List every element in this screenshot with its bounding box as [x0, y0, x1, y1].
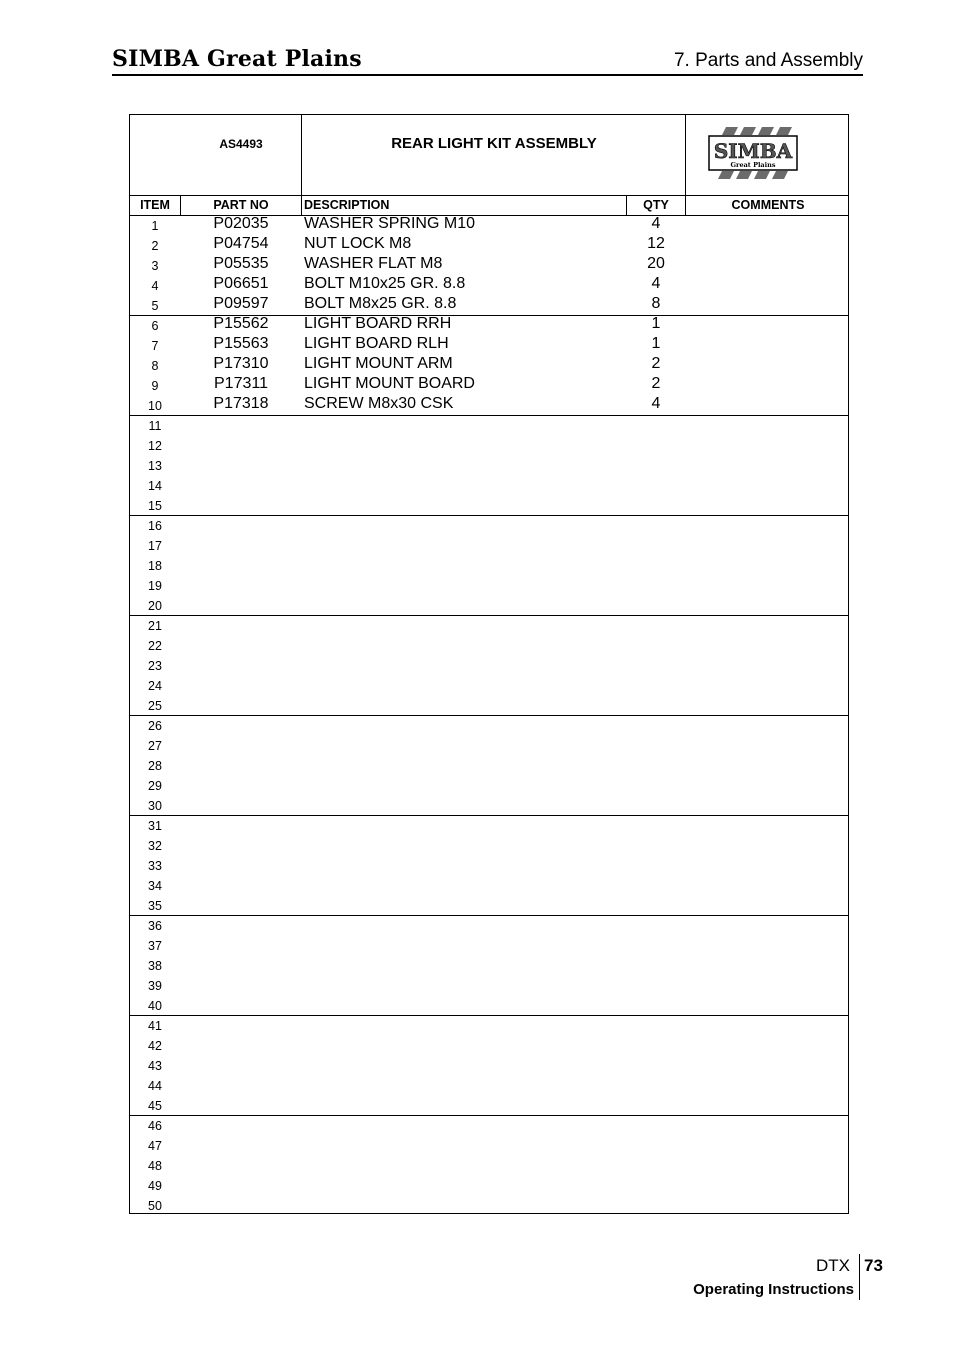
- row-item-number: 24: [148, 679, 162, 693]
- table-row: [130, 1195, 848, 1215]
- row-item-number: 35: [148, 899, 162, 913]
- table-row: [130, 835, 848, 855]
- row-quantity: 12: [647, 235, 665, 252]
- sheet-title-box: [130, 115, 848, 196]
- footer-subtitle: Operating Instructions: [693, 1281, 854, 1298]
- row-description: SCREW M8x30 CSK: [304, 395, 454, 412]
- col-part-no: PART NO: [213, 198, 269, 212]
- row-item-number: 45: [148, 1099, 162, 1113]
- table-row: [130, 1055, 848, 1075]
- row-quantity: 4: [651, 275, 661, 292]
- table-row: [130, 895, 848, 915]
- footer-model: DTX: [816, 1256, 850, 1275]
- row-item-number: 17: [148, 539, 162, 553]
- row-item-number: 23: [148, 659, 162, 673]
- table-row: [130, 635, 848, 655]
- table-row: [130, 315, 848, 335]
- table-row: [130, 1155, 848, 1175]
- table-row: [130, 675, 848, 695]
- table-row: [130, 555, 848, 575]
- table-row: [130, 815, 848, 835]
- row-description: WASHER SPRING M10: [304, 215, 475, 232]
- divider: [626, 195, 627, 215]
- row-item-number: 38: [148, 959, 162, 973]
- row-item-number: 3: [151, 259, 159, 273]
- table-row: [130, 595, 848, 615]
- row-quantity: 4: [651, 395, 661, 412]
- table-row: [130, 775, 848, 795]
- row-item-number: 14: [148, 479, 162, 493]
- row-item-number: 25: [148, 699, 162, 713]
- divider: [301, 115, 302, 195]
- table-row: [130, 735, 848, 755]
- table-row: [130, 355, 848, 375]
- table-row: [130, 435, 848, 455]
- col-description: DESCRIPTION: [304, 198, 390, 212]
- row-item-number: 47: [148, 1139, 162, 1153]
- logo-sub-text: Great Plains: [730, 161, 776, 169]
- table-row: [130, 235, 848, 255]
- table-row: [130, 875, 848, 895]
- row-item-number: 49: [148, 1179, 162, 1193]
- row-description: BOLT M10x25 GR. 8.8: [304, 275, 466, 292]
- row-item-number: 48: [148, 1159, 162, 1173]
- row-description: NUT LOCK M8: [304, 235, 412, 252]
- row-part-number: P17310: [213, 355, 269, 372]
- row-description: LIGHT MOUNT BOARD: [304, 375, 475, 392]
- row-part-number: P17318: [213, 395, 269, 412]
- col-qty: QTY: [643, 198, 669, 212]
- row-description: LIGHT BOARD RRH: [304, 315, 452, 332]
- parts-sheet: [129, 114, 849, 1214]
- row-item-number: 30: [148, 799, 162, 813]
- row-part-number: P05535: [213, 255, 269, 272]
- row-quantity: 2: [651, 355, 661, 372]
- table-row: [130, 455, 848, 475]
- table-row: [130, 715, 848, 735]
- row-item-number: 4: [151, 279, 159, 293]
- divider: [685, 195, 686, 215]
- row-item-number: 9: [151, 379, 159, 393]
- table-row: [130, 995, 848, 1015]
- row-part-number: P04754: [213, 235, 269, 252]
- table-row: [130, 1175, 848, 1195]
- row-description: WASHER FLAT M8: [304, 255, 443, 272]
- col-item: ITEM: [140, 198, 170, 212]
- table-row: [130, 655, 848, 675]
- row-quantity: 1: [651, 315, 661, 332]
- row-item-number: 31: [148, 819, 162, 833]
- table-row: [130, 575, 848, 595]
- row-item-number: 27: [148, 739, 162, 753]
- brand-logo-text: SIMBA Great Plains: [112, 46, 362, 72]
- table-row: [130, 295, 848, 315]
- row-item-number: 5: [151, 299, 159, 313]
- row-item-number: 20: [148, 599, 162, 613]
- assembly-title: REAR LIGHT KIT ASSEMBLY: [391, 135, 597, 152]
- table-row: [130, 215, 848, 235]
- row-item-number: 50: [148, 1199, 162, 1213]
- header-rule: [112, 74, 863, 76]
- col-comments: COMMENTS: [731, 198, 805, 212]
- row-item-number: 12: [148, 439, 162, 453]
- row-item-number: 1: [151, 219, 159, 233]
- table-row: [130, 935, 848, 955]
- row-item-number: 21: [148, 619, 162, 633]
- table-row: [130, 515, 848, 535]
- table-row: [130, 1075, 848, 1095]
- row-item-number: 2: [151, 239, 159, 253]
- row-item-number: 37: [148, 939, 162, 953]
- row-part-number: P15562: [213, 315, 269, 332]
- table-row: [130, 1095, 848, 1115]
- table-row: [130, 475, 848, 495]
- divider: [180, 195, 181, 215]
- row-item-number: 8: [151, 359, 159, 373]
- table-row: [130, 495, 848, 515]
- row-item-number: 18: [148, 559, 162, 573]
- row-item-number: 10: [148, 399, 162, 413]
- row-item-number: 46: [148, 1119, 162, 1133]
- row-item-number: 29: [148, 779, 162, 793]
- table-row: [130, 755, 848, 775]
- table-row: [130, 335, 848, 355]
- row-item-number: 41: [148, 1019, 162, 1033]
- section-title: 7. Parts and Assembly: [673, 50, 863, 71]
- row-part-number: P06651: [213, 275, 269, 292]
- row-part-number: P09597: [213, 295, 269, 312]
- row-part-number: P02035: [213, 215, 269, 232]
- row-item-number: 39: [148, 979, 162, 993]
- row-item-number: 42: [148, 1039, 162, 1053]
- table-row: [130, 395, 848, 415]
- table-row: [130, 615, 848, 635]
- table-row: [130, 535, 848, 555]
- row-item-number: 6: [151, 319, 159, 333]
- row-item-number: 32: [148, 839, 162, 853]
- table-row: [130, 915, 848, 935]
- row-quantity: 4: [651, 215, 661, 232]
- row-item-number: 13: [148, 459, 162, 473]
- row-part-number: P15563: [213, 335, 269, 352]
- table-row: [130, 275, 848, 295]
- row-item-number: 44: [148, 1079, 162, 1093]
- row-item-number: 19: [148, 579, 162, 593]
- row-item-number: 26: [148, 719, 162, 733]
- row-item-number: 16: [148, 519, 162, 533]
- assembly-code: AS4493: [219, 137, 263, 151]
- row-description: LIGHT MOUNT ARM: [304, 355, 453, 372]
- row-item-number: 36: [148, 919, 162, 933]
- table-row: [130, 415, 848, 435]
- table-row: [130, 1015, 848, 1035]
- row-description: LIGHT BOARD RLH: [304, 335, 449, 352]
- row-part-number: P17311: [214, 375, 268, 392]
- row-description: BOLT M8x25 GR. 8.8: [304, 295, 457, 312]
- row-quantity: 1: [651, 335, 661, 352]
- table-row: [130, 1135, 848, 1155]
- row-quantity: 2: [651, 375, 661, 392]
- simba-logo-icon: [708, 125, 802, 181]
- divider: [685, 115, 686, 195]
- table-row: [130, 375, 848, 395]
- row-item-number: 22: [148, 639, 162, 653]
- row-item-number: 11: [148, 419, 162, 433]
- row-item-number: 43: [148, 1059, 162, 1073]
- table-row: [130, 255, 848, 275]
- row-item-number: 15: [148, 499, 162, 513]
- table-row: [130, 955, 848, 975]
- table-row: [130, 795, 848, 815]
- footer-divider: [859, 1254, 860, 1300]
- row-item-number: 28: [148, 759, 162, 773]
- table-row: [130, 1115, 848, 1135]
- table-row: [130, 855, 848, 875]
- table-row: [130, 695, 848, 715]
- table-row: [130, 975, 848, 995]
- divider: [301, 195, 302, 215]
- row-item-number: 34: [148, 879, 162, 893]
- row-item-number: 40: [148, 999, 162, 1013]
- logo-main-text: SIMBA: [713, 139, 793, 163]
- page-number: 73: [864, 1256, 883, 1275]
- table-row: [130, 1035, 848, 1055]
- row-item-number: 33: [148, 859, 162, 873]
- row-quantity: 20: [647, 255, 665, 272]
- row-item-number: 7: [151, 339, 159, 353]
- row-quantity: 8: [651, 295, 661, 312]
- column-header-row: [130, 195, 848, 216]
